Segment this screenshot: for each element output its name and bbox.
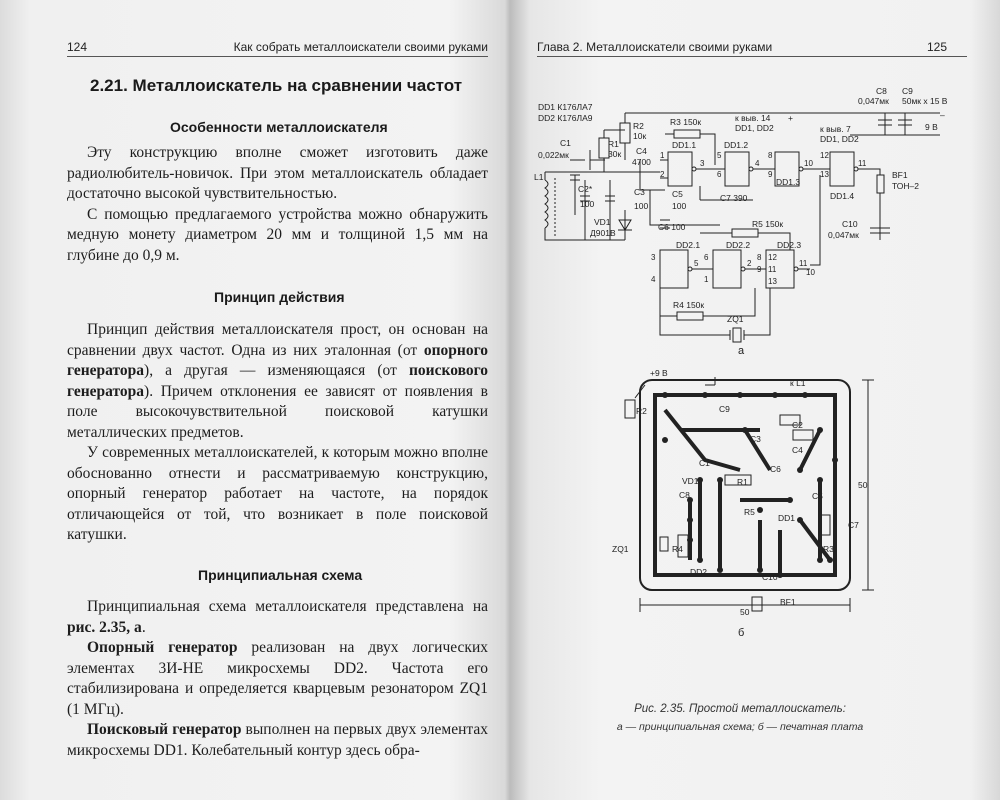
paragraph-6-text: реализован на двух логических элементах 3И-НЕ микросхемы DD2. Частота его стабилизирована и определяется кварцевым резонатором ZQ1 (1 МГц). [67, 639, 488, 718]
subsection-heading-features: Особенности металлоискателя [170, 119, 388, 135]
label-dd14: DD1.4 [830, 191, 855, 201]
pin-label: 5 [717, 151, 722, 160]
paragraph-3-text-a: Принцип действия металлоискателя прост, он основан на сравнении двух частот. Одна из них эталонная (от [67, 321, 488, 359]
pcb-label-r2: R2 [636, 406, 647, 416]
running-head-left: Как собрать металлоискатели своими руками [233, 40, 488, 54]
paragraph-3-text-e: ). Причем отклонения ее зависят от появления в поле высокочувствительной поисковой катушки металлических предметов. [67, 382, 488, 441]
pcb-label-c10: C10 [762, 572, 778, 582]
pcb-label-r5: R5 [744, 507, 755, 517]
label-c8: C8 [876, 86, 887, 96]
pin-label: 1 [704, 275, 709, 284]
paragraph-7-text: выполнен на первых двух элементах микросхемы DD1. Колебательный контур здесь обра- [67, 721, 488, 759]
paragraph-5-text-a: Принципиальная схема металлоискателя представлена на [87, 598, 488, 615]
label-dd13: DD1.3 [776, 177, 801, 187]
label-pin7-chips: DD1, DD2 [820, 134, 859, 144]
pcb-label-vd1: VD1 [682, 476, 699, 486]
page-number-left: 124 [67, 40, 88, 54]
pcb-label-zq1: ZQ1 [612, 544, 629, 554]
pcb-label-dd2: DD2 [690, 567, 708, 577]
pin-label: 11 [858, 159, 867, 168]
pcb-label-kl1: к L1 [790, 378, 806, 388]
label-c10-value: 0,047мк [828, 230, 859, 240]
label-r3: R3 150к [670, 117, 702, 127]
figure-caption-title: Рис. 2.35. Простой металлоискатель: [634, 703, 846, 715]
pcb-label-c5: C5 [812, 491, 823, 501]
paragraph-5-text-c: . [141, 618, 146, 636]
label-c4-value: 4700 [632, 157, 651, 167]
label-r1: R1 [608, 139, 619, 149]
label-vd1: VD1 [594, 217, 611, 227]
label-vd1-type: Д901В [590, 228, 616, 238]
figure-caption-subtitle: а — принципиальная схема; б — печатная плата [616, 721, 864, 733]
pin-label: 1 [660, 151, 665, 160]
pcb-label-c8: C8 [679, 490, 690, 500]
pcb-label-c9: C9 [719, 404, 730, 414]
section-title: 2.21. Металлоискатель на сравнении частот [90, 76, 463, 95]
label-dd2-type: DD2 К176ЛА9 [538, 113, 593, 123]
figure-reference: рис. 2.35, а [67, 618, 142, 636]
pcb-label-9v: +9 В [650, 368, 668, 378]
paragraph-1: Эту конструкцию вполне сможет изготовить даже радиолюбитель-новичок. При этом металлоискатель обладает достаточно высокой чувствительностью. [67, 144, 488, 202]
term-search-generator: поискового генератора [67, 362, 488, 400]
pin-label: 4 [651, 275, 656, 284]
subsection-heading-principle: Принцип действия [214, 289, 345, 305]
label-c10: C10 [842, 219, 858, 229]
label-dd22: DD2.2 [726, 240, 751, 250]
label-c3-value: 100 [634, 201, 649, 211]
pcb-label-r3: R3 [823, 544, 834, 554]
pcb-label-bf1: BF1 [780, 597, 796, 607]
label-dd12: DD1.2 [724, 140, 749, 150]
pin-label: 9 [768, 170, 773, 179]
subsection-heading-schematic: Принципиальная схема [198, 567, 363, 583]
pin-label: 12 [768, 253, 777, 262]
page-number-right: 125 [927, 40, 948, 54]
label-r2: R2 [633, 121, 644, 131]
pin-label: 8 [757, 253, 762, 262]
pin-label: 9 [757, 265, 762, 274]
label-c5: C5 [672, 189, 683, 199]
label-dd21: DD2.1 [676, 240, 701, 250]
label-c9-value: 50мк х 15 В [902, 96, 948, 106]
pin-label: 3 [700, 159, 705, 168]
pcb-label-c1: C1 [699, 458, 710, 468]
pcb-sublabel: б [738, 627, 745, 639]
label-9v: 9 В [925, 122, 938, 132]
pin-label: 8 [768, 151, 773, 160]
label-dd1-type: DD1 К176ЛА7 [538, 102, 593, 112]
label-dd11: DD1.1 [672, 140, 697, 150]
label-pin14: к выв. 14 [735, 113, 771, 123]
label-dd23: DD2.3 [777, 240, 802, 250]
label-r2-value: 10к [633, 131, 647, 141]
label-c8-value: 0,047мк [858, 96, 889, 106]
pin-label: 5 [694, 259, 699, 268]
pin-label: 13 [820, 170, 829, 179]
label-r4: R4 150к [673, 300, 705, 310]
pin-label: 10 [804, 159, 813, 168]
pcb-dimension-width: 50 [740, 607, 750, 617]
pin-label: 6 [717, 170, 722, 179]
pin-label: 2 [747, 259, 752, 268]
label-minus: – [940, 110, 945, 120]
label-pin14-chips: DD1, DD2 [735, 123, 774, 133]
pcb-label-c6: C6 [770, 464, 781, 474]
paragraph-4: У современных металлоискателей, к которым можно вполне обоснованно отнести и рассматриваемую конструкцию, опорный генератор работает на частоте, на порядок отличающейся от той, что возникает в поле поисковой катушки. [67, 444, 488, 543]
label-c1: C1 [560, 138, 571, 148]
schematic-sublabel: а [738, 345, 745, 357]
label-c4: C4 [636, 146, 647, 156]
paragraph-2: С помощью предлагаемого устройства можно обнаружить медную монету диаметром 20 мм и толщиной 1,5 мм на глубине до 0,9 м. [67, 205, 488, 264]
pin-label: 11 [768, 265, 777, 274]
label-bf1: BF1 [892, 170, 908, 180]
label-r5: R5 150к [752, 219, 784, 229]
pin-label: 4 [755, 159, 760, 168]
pin-label: 13 [768, 277, 777, 286]
label-c1-value: 0,022мк [538, 150, 569, 160]
label-c2-value: 100 [580, 199, 595, 209]
pcb-label-dd1: DD1 [778, 513, 796, 523]
pin-label: 2 [660, 170, 665, 179]
label-c2: C2* [578, 184, 593, 194]
pcb-label-c3: C3 [750, 434, 761, 444]
pcb-label-c4: C4 [792, 445, 803, 455]
label-bf1-type: ТОН–2 [892, 181, 920, 191]
pcb-label-c2: C2 [792, 420, 803, 430]
pin-label: 6 [704, 253, 709, 262]
label-c6: C6 100 [658, 222, 686, 232]
label-zq1: ZQ1 [727, 314, 744, 324]
pcb-label-r1: R1 [737, 477, 748, 487]
paragraph-3-text-c: ), а другая — изменяющаяся (от [144, 362, 409, 379]
pcb-label-c7: C7 [848, 520, 859, 530]
label-c5-value: 100 [672, 201, 687, 211]
label-r1-value: 30к [608, 149, 622, 159]
pcb-dimension-height: 50 [858, 480, 868, 490]
label-c9: C9 [902, 86, 913, 96]
pin-label: 10 [806, 268, 815, 277]
label-c3: C3 [634, 187, 645, 197]
pin-label: 3 [651, 253, 656, 262]
pin-label: 12 [820, 151, 829, 160]
term-search-generator-2: Поисковый генератор [87, 721, 242, 738]
running-head-right: Глава 2. Металлоискатели своими руками [537, 40, 773, 54]
term-reference-generator-2: Опорный генератор [87, 639, 238, 656]
pin-label: 11 [799, 259, 808, 268]
label-plus: + [788, 113, 793, 123]
label-c7: C7 390 [720, 193, 748, 203]
pcb-label-r4: R4 [672, 544, 683, 554]
label-l1: L1 [534, 172, 544, 182]
label-pin7: к выв. 7 [820, 124, 851, 134]
term-reference-generator: опорного генератора [67, 341, 488, 379]
